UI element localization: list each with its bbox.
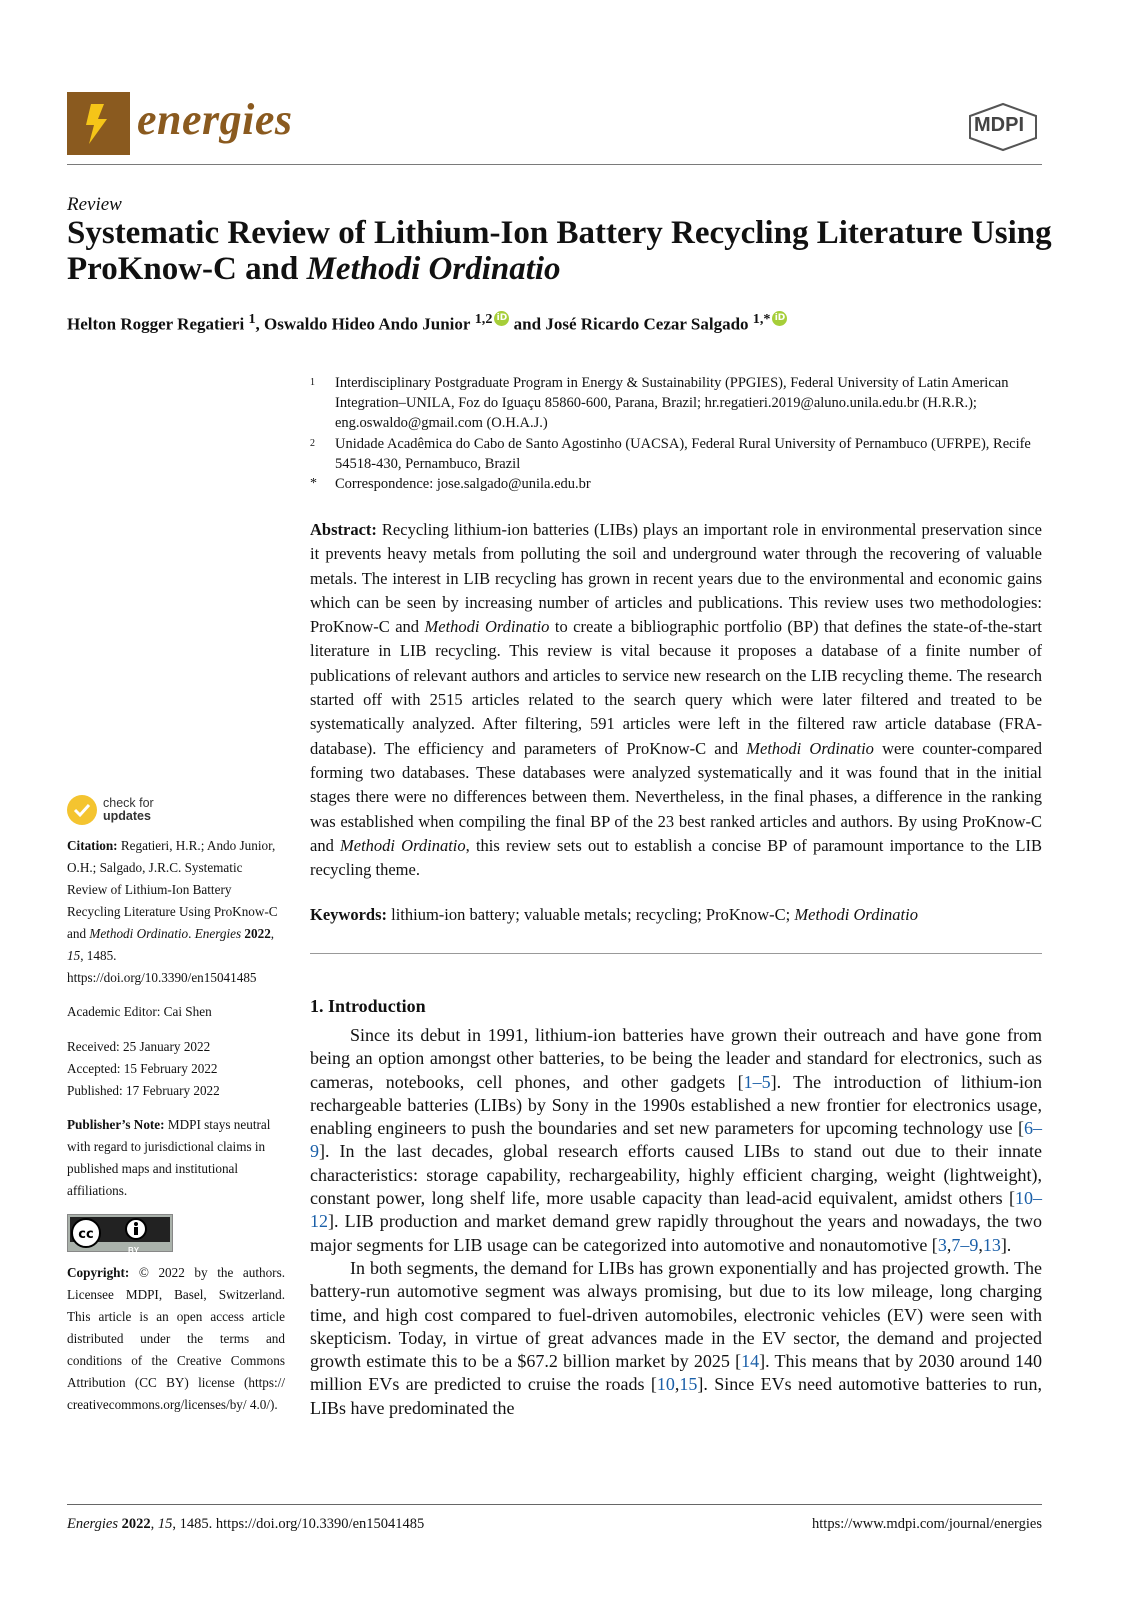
citation-link[interactable]: 10–12 xyxy=(310,1188,1042,1232)
citation-link[interactable]: 3 xyxy=(937,1234,947,1255)
correspondence: * Correspondence: jose.salgado@unila.edu.br xyxy=(310,476,591,492)
citation-link[interactable]: 15 xyxy=(679,1374,698,1395)
citation-link[interactable]: 10 xyxy=(656,1374,675,1395)
header-divider xyxy=(67,164,1042,165)
copyright-notice: Copyright: © 2022 by the authors. Licensee MDPI, Basel, Switzerland. This article is an open access article distributed under the terms and conditions of the Creative Commons Attribution (CC BY) license (https:// creativecommons.org/licenses/by/ 4.0/). xyxy=(67,1265,285,1412)
mdpi-logo xyxy=(964,102,1042,152)
svg-text:cc: cc xyxy=(78,1227,94,1242)
footer-divider xyxy=(67,1504,1042,1505)
section-divider xyxy=(310,953,1042,954)
author-affiliation-mark: 1 xyxy=(248,311,256,327)
citation-link[interactable]: 13 xyxy=(982,1234,1001,1255)
introduction-body xyxy=(310,1024,1042,1420)
paragraph: In both segments, the demand for LIBs has grown exponentially and has projected growth. The battery-run automotive segment was always promising, but due to its low mileage, long charging time, and high cost compared to fuel-driven automobiles, electronic vehicles (EV) were seen with skepticism. Today, in virtue of great advances made in the EV sector, the demand and projected growth estimate this to be a $67.2 billion market by 2025 [14]. This means that by 2030 around 140 million EVs are predicted to cruise the roads [10,15]. Since EVs need automotive batteries to run, LIBs have predominated the xyxy=(310,1257,1042,1418)
keywords: Keywords: lithium-ion battery; valuable metals; recycling; ProKnow-C; Methodi Ordinatio xyxy=(310,905,918,924)
paragraph: Since its debut in 1991, lithium-ion batteries have grown their outreach and have gone from being an option amongst other batteries, to be being the leader and standard for electronics, such as cameras, notebooks, cell phones, and other gadgets [1–5]. The introduction of lithium-ion rechargeable batteries (LIBs) by Sony in the 1990s established a new frontier for electronics usage, enabling engineers to push the boundaries and set new parameters for upcoming technology use [6–9]. In the last decades, global research efforts caused LIBs to stand out due to their innate characteristics: storage capability, rechargeability, highly efficient charging, weight (lightweight), constant power, long shelf life, more usable capacity than lead-acid equivalent, amidst others [10–12]. LIB production and market demand grew rapidly throughout the years and nowadays, the two major segments for LIB usage can be categorized into automotive and nonautomotive [3,7–9,13]. xyxy=(310,1025,1042,1255)
journal-url-link[interactable]: https://www.mdpi.com/journal/energies xyxy=(812,1516,1042,1532)
article-title: Systematic Review of Lithium-Ion Battery Recycling Literature Using ProKnow-C and Methodi Ordinatio xyxy=(67,215,1052,287)
affiliation-2: 2 Unidade Acadêmica do Cabo de Santo Agostinho (UACSA), Federal Rural University of Pernambuco (UFRPE), Recife 54518-430, Pernambuco, Brazil xyxy=(310,436,1031,472)
orcid-icon[interactable]: iD xyxy=(494,311,509,326)
article-type: Review xyxy=(67,194,122,215)
published-date: Published: 17 February 2022 xyxy=(67,1083,220,1098)
academic-editor: Academic Editor: Cai Shen xyxy=(67,1004,212,1019)
received-date: Received: 25 January 2022 xyxy=(67,1039,211,1054)
citation-link[interactable]: 7–9 xyxy=(951,1234,979,1255)
author-affiliation-mark: 1,2 xyxy=(474,311,493,327)
check-updates-icon xyxy=(67,795,97,825)
author-list: Helton Rogger Regatieri $^1$, Oswaldo Hideo Ando Junior $^{1,2}$ iD and José Ricardo Cezar Salgado $^{1,*}$ iD xyxy=(67,311,1057,335)
footer-citation: Energies 2022, 15, 1485. https://doi.org/10.3390/en15041485 xyxy=(67,1516,425,1532)
accepted-date: Accepted: 15 February 2022 xyxy=(67,1061,218,1076)
abstract: Abstract: Recycling lithium-ion batteries (LIBs) plays an important role in environmental preservation since it prevents heavy metals from polluting the soil and underground water through the recovering of valuable metals. The interest in LIB recycling has grown in recent years due to the environmental and economic gains which can be seen by increasing number of articles and publications. This review uses two methodologies: ProKnow-C and Methodi Ordinatio to create a bibliographic portfolio (BP) that defines the state-of-the-start literature in LIB recycling. This review is vital because it proposes a database of a finite number of publications of relevant authors and articles to service new research on the LIB recycling theme. The research started off with 2515 articles related to the search query which were later filtered and treated to be systematically analyzed. After filtering, 591 articles were left in the filtered raw article database (FRA-database). The efficiency and parameters of ProKnow-C and Methodi Ordinatio were counter-compared forming two databases. These databases were analyzed systematically and it was found that in the initial stages there were no differences between them. Nevertheless, in the final phases, a difference in the ranking was established when compiling the final BP of the 23 best ranked articles and authors. By using ProKnow-C and Methodi Ordinatio, this review sets out to establish a concise BP of paramount importance to the LIB recycling theme. xyxy=(310,520,1043,880)
publisher-name: MDPI xyxy=(974,114,1024,136)
journal-logo xyxy=(67,92,130,155)
citation-link[interactable]: 14 xyxy=(741,1351,760,1372)
lightning-bolt-icon xyxy=(67,92,130,155)
checkmark-icon xyxy=(67,795,97,825)
author-affiliation-mark: 1,* xyxy=(752,311,771,327)
orcid-icon[interactable]: iD xyxy=(772,311,787,326)
cc-by-license-badge[interactable] xyxy=(67,1214,173,1255)
creative-commons-icon xyxy=(68,1215,172,1251)
author-name: José Ricardo Cezar Salgado xyxy=(545,314,749,334)
citation-link[interactable]: 6–9 xyxy=(310,1118,1042,1162)
author-name: Helton Rogger Regatieri xyxy=(67,314,245,334)
publishers-note: Publisher’s Note: MDPI stays neutral with regard to jurisdictional claims in published maps and institutional affiliations. xyxy=(67,1117,271,1198)
journal-header xyxy=(67,92,1042,166)
check-for-updates-button[interactable]: check for updates xyxy=(67,795,285,835)
sidebar xyxy=(67,795,285,1416)
affiliation-1: 1 Interdisciplinary Postgraduate Program in Energy & Sustainability (PPGIES), Federal University of Latin American Integration–UNILA, Foz do Iguaçu 85860-600, Parana, Brazil; hr.regatieri.2019@aluno.unila.edu.br (H.R.R.); eng.oswaldo@gmail.com (O.H.A.J.) xyxy=(310,375,1009,431)
section-heading: 1. Introduction xyxy=(310,996,426,1016)
citation: Citation: Regatieri, H.R.; Ando Junior, O.H.; Salgado, J.R.C. Systematic Review of Lithium-Ion Battery Recycling Literature Using ProKnow-C and Methodi Ordinatio. Energies 2022, 15, 1485. https://doi.org/10.3390/en15041485 xyxy=(67,838,278,985)
journal-name: energies xyxy=(137,95,293,144)
author-name: Oswaldo Hideo Ando Junior xyxy=(264,314,471,334)
cc-by-label: BY xyxy=(128,1246,140,1255)
citation-link[interactable]: 1–5 xyxy=(743,1071,771,1092)
